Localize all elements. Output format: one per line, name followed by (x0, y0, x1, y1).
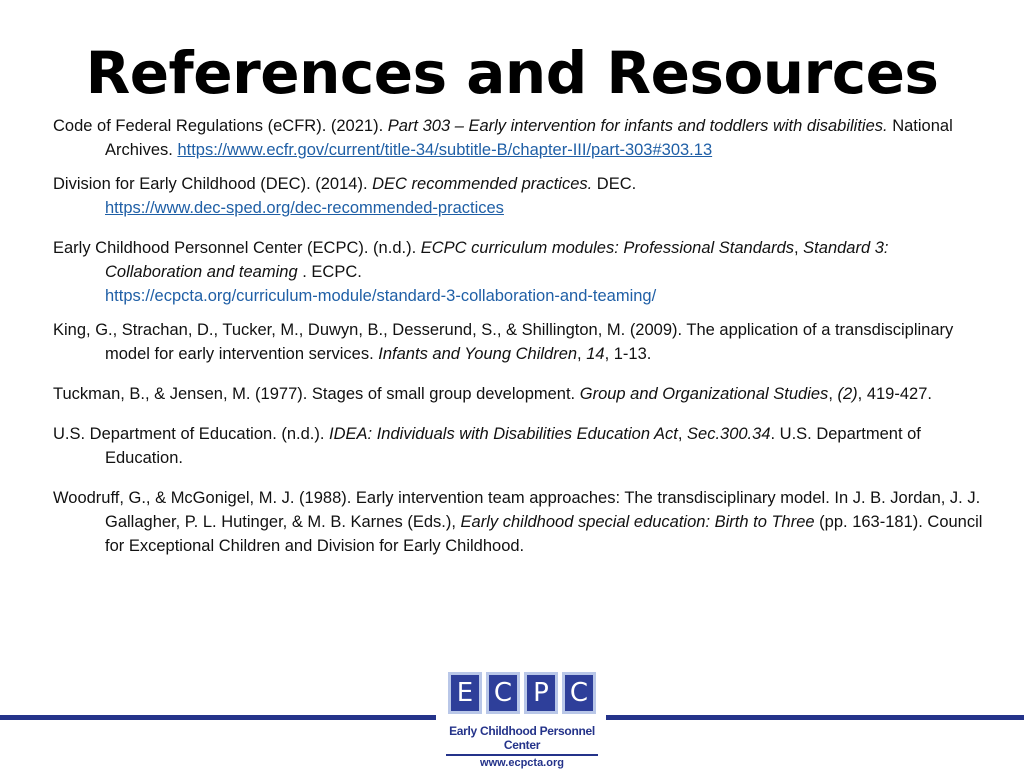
ref-title: Early childhood special education: Birth to Three (460, 513, 815, 531)
ref-text: . U.S. Department of Education. (105, 425, 921, 467)
ref-text: U.S. Department of Education. (n.d.). (53, 425, 330, 443)
ref-text: , 1-13. (604, 345, 652, 363)
page-title: References and Resources (85, 39, 939, 107)
ref-title: Group and Organizational Studies (579, 385, 829, 403)
ecpc-link[interactable]: https://ecpcta.org/curriculum-module/standard-3-collaboration-and-teaming/ (105, 287, 657, 305)
ref-text: King, G., Strachan, D., Tucker, M., Duwyn, B., Desserund, S., & Shillington, M. (2009). The application of a transdisciplinary model for early intervention services. (53, 321, 954, 363)
ref-title: IDEA: Individuals with Disabilities Education Act (329, 425, 678, 443)
logo-letter-row (442, 672, 602, 714)
ref-title: Infants and Young Children (378, 345, 578, 363)
ref-text: National Archives. (105, 117, 953, 159)
ref-text: Woodruff, G., & McGonigel, M. J. (1988). Early intervention team approaches: The transdisciplinary model. In J. B. Jordan, J. J. Gallagher, P. L. Hutinger, & M. B. Karnes (Eds.), (53, 489, 981, 531)
logo-divider (446, 754, 598, 756)
reference-ecpc (53, 236, 988, 308)
logo-url: www.ecpcta.org (480, 757, 564, 769)
ref-title: (2) (837, 385, 858, 403)
ref-text: Code of Federal Regulations (eCFR). (2021). (53, 117, 388, 135)
logo-letter: P (524, 672, 558, 714)
ref-text: (pp. 163-181). Council for Exceptional Children and Division for Early Childhood. (105, 513, 983, 555)
ref-title: Standard 3: Collaboration and teaming (105, 239, 889, 281)
ref-text: , 419-427. (857, 385, 932, 403)
reference-ecfr (53, 114, 988, 162)
ecfr-link[interactable]: https://www.ecfr.gov/current/title-34/subtitle-B/chapter-III/part-303#303.13 (177, 141, 713, 159)
logo-letter: C (562, 672, 596, 714)
ref-title: 14 (586, 345, 605, 363)
logo-letter: C (486, 672, 520, 714)
ref-title: Sec.300.34 (687, 425, 771, 443)
reference-dec (53, 172, 988, 220)
reference-usdoe (53, 422, 988, 470)
ref-text: DEC. (592, 175, 637, 193)
ref-title: Part 303 – Early intervention for infants and toddlers with disabilities. (387, 117, 888, 135)
ref-title: ECPC curriculum modules: Professional Standards (420, 239, 794, 257)
dec-link[interactable]: https://www.dec-sped.org/dec-recommended-practices (105, 199, 504, 217)
ref-text: , (828, 385, 838, 403)
ref-text: Early Childhood Personnel Center (ECPC). (n.d.). (53, 239, 421, 257)
logo-org-name: Early Childhood Personnel Center (449, 724, 595, 752)
ref-text: Tuckman, B., & Jensen, M. (1977). Stages of small group development. (53, 385, 580, 403)
footer-rule-right (606, 715, 1024, 720)
ecpc-logo (442, 672, 602, 768)
ref-text: , (677, 425, 688, 443)
ref-text: , (794, 239, 804, 257)
reference-list (53, 114, 988, 558)
reference-king (53, 318, 988, 366)
logo-letter: E (448, 672, 482, 714)
reference-tuckman (53, 382, 988, 406)
ref-text: , (577, 345, 587, 363)
footer-rule-left (0, 715, 436, 720)
reference-woodruff (53, 486, 988, 558)
ref-title: DEC recommended practices. (372, 175, 593, 193)
ref-text: Division for Early Childhood (DEC). (2014). (53, 175, 373, 193)
ref-text: . ECPC. (297, 263, 362, 281)
